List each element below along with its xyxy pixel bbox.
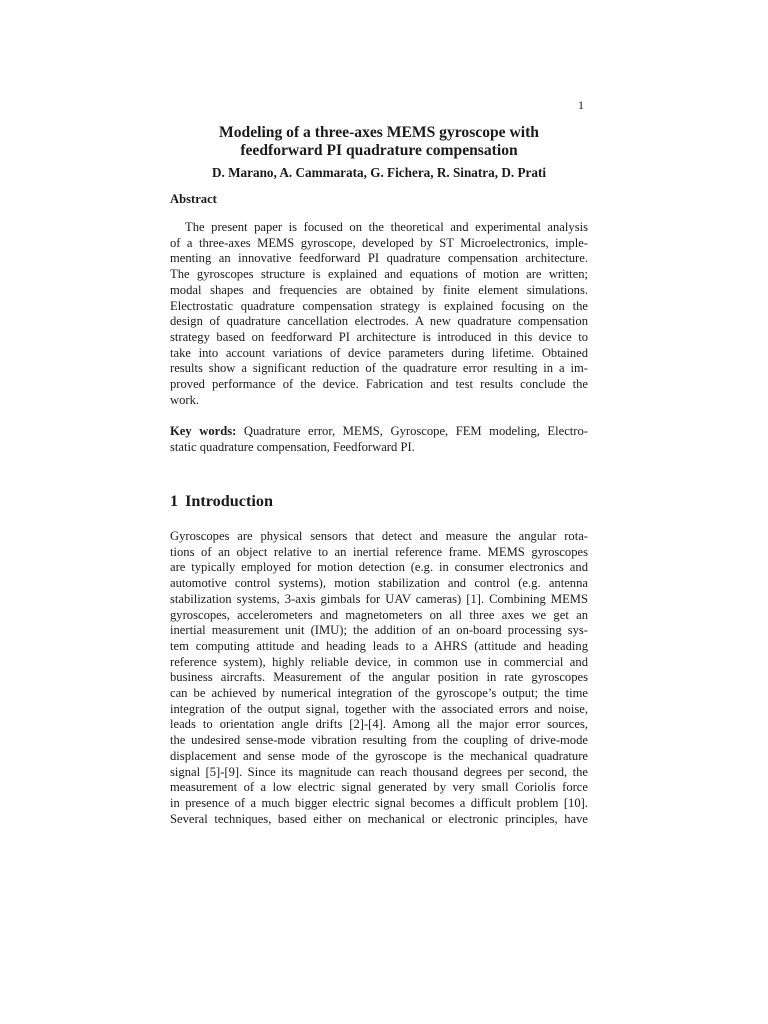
- title-line: Modeling of a three-axes MEMS gyroscope with: [219, 124, 539, 141]
- intro-line: Several techniques, based either on mechanical or electronic principles, have: [170, 811, 588, 826]
- abstract-line: menting an innovative feedforward PI quadrature compensation architecture.: [170, 251, 588, 266]
- intro-line: integration of the output signal, together with the associated errors and noise,: [170, 701, 588, 716]
- intro-line: inertial measurement unit (IMU); the addition of an on-board processing sys-: [170, 623, 588, 638]
- abstract-line: design of quadrature cancellation electrodes. A new quadrature compensation: [170, 314, 588, 329]
- abstract-line: The present paper is focused on the theoretical and experimental analysis: [185, 220, 588, 234]
- section-title: Introduction: [185, 492, 273, 510]
- intro-line: the undesired sense-mode vibration resulting from the coupling of drive-mode: [170, 733, 588, 748]
- intro-line: are typically employed for motion detection (e.g. in consumer electronics and: [170, 560, 588, 575]
- keywords-block: [170, 424, 588, 455]
- intro-line: measurement of a low electric signal generated by very small Coriolis force: [170, 780, 588, 795]
- introduction-body: [170, 529, 588, 827]
- abstract-body: [170, 220, 588, 408]
- abstract-line: of a three-axes MEMS gyroscope, developed by ST Microelectronics, imple-: [170, 235, 588, 250]
- abstract-line: The gyroscopes structure is explained and equations of motion are written;: [170, 267, 588, 282]
- intro-line: can be achieved by numerical integration of the gyroscope’s output; the time: [170, 686, 588, 701]
- keywords-text: Quadrature error, MEMS, Gyroscope, FEM modeling, Electro-: [243, 424, 588, 438]
- abstract-line: results show a significant reduction of the quadrature error resulting in a im-: [170, 361, 588, 376]
- intro-line: displacement and sense mode of the gyroscope is the mechanical quadrature: [170, 748, 588, 763]
- title-line: feedforward PI quadrature compensation: [240, 142, 518, 159]
- keywords-line: [170, 424, 588, 440]
- abstract-line: Electrostatic quadrature compensation strategy is explained focusing on the: [170, 298, 588, 313]
- page-number: 1: [578, 98, 584, 112]
- intro-line: tions of an object relative to an inertial reference frame. MEMS gyroscopes: [170, 544, 588, 559]
- intro-line: Gyroscopes are physical sensors that detect and measure the angular rota-: [170, 529, 588, 543]
- section-number: 1: [170, 492, 179, 510]
- abstract-heading: Abstract: [170, 192, 217, 206]
- intro-line: signal [5]-[9]. Since its magnitude can reach thousand degrees per second, the: [170, 764, 588, 779]
- abstract-line: modal shapes and frequencies are obtained by finite element simulations.: [170, 282, 588, 297]
- intro-line: reference system), highly reliable device, in common use in commercial and: [170, 654, 588, 669]
- keywords-line: static quadrature compensation, Feedforward PI.: [170, 439, 415, 454]
- intro-line: stabilization systems, 3-axis gimbals for UAV cameras) [1]. Combining MEMS: [170, 591, 588, 606]
- author-list: D. Marano, A. Cammarata, G. Fichera, R. Sinatra, D. Prati: [211, 165, 547, 180]
- abstract-line: proved performance of the device. Fabrication and test results conclude the: [170, 377, 588, 392]
- intro-line: tem computing attitude and heading leads to a AHRS (attitude and heading: [170, 638, 588, 653]
- keywords-label: Key words:: [170, 424, 237, 438]
- intro-line: gyroscopes, accelerometers and magnetometers on all three axes we get an: [170, 607, 588, 622]
- intro-line: automotive control systems), motion stabilization and control (e.g. antenna: [170, 576, 588, 591]
- abstract-line: strategy based on feedforward PI architecture is introduced in this device to: [170, 329, 588, 344]
- abstract-line: take into account variations of device parameters during lifetime. Obtained: [170, 345, 588, 360]
- intro-line: in presence of a much bigger electric signal becomes a difficult problem [10].: [170, 795, 588, 810]
- section-heading: [170, 492, 273, 511]
- paper-title: [170, 124, 588, 160]
- intro-line: business aircrafts. Measurement of the angular position in rate gyroscopes: [170, 670, 588, 685]
- abstract-line: work.: [170, 392, 200, 407]
- intro-line: leads to orientation angle drifts [2]-[4]. Among all the major error sources,: [170, 717, 588, 732]
